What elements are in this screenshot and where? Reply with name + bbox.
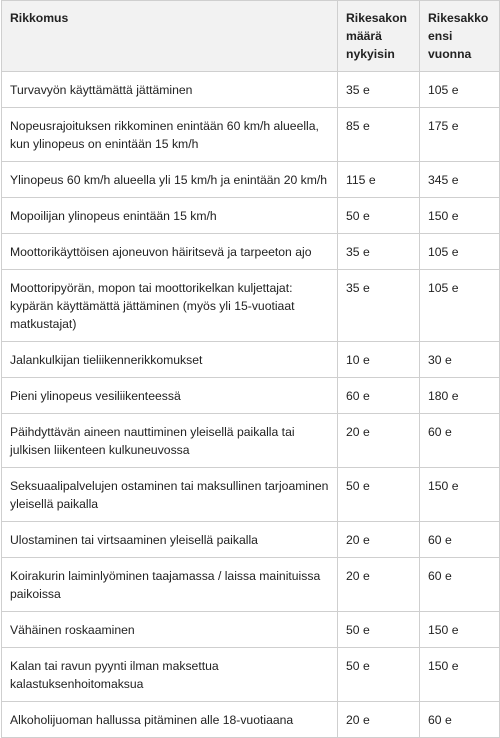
- offense-cell: Nopeusrajoituksen rikkominen enintään 60 km/h alueella, kun ylinopeus on enintään 15 km/h: [2, 108, 338, 162]
- table-row: [2, 72, 500, 108]
- offense-cell: Moottoripyörän, mopon tai moottorikelkan kuljettajat: kypärän käyttämättä jättäminen (myös yli 15-vuotiaat matkustajat): [2, 270, 338, 342]
- header-offense: Rikkomus: [2, 1, 338, 72]
- next-year-fine-cell: 150 e: [420, 612, 500, 648]
- table-row: [2, 414, 500, 468]
- offense-cell: Vähäinen roskaaminen: [2, 612, 338, 648]
- next-year-fine-cell: 60 e: [420, 702, 500, 738]
- table-row: [2, 162, 500, 198]
- next-year-fine-cell: 105 e: [420, 270, 500, 342]
- next-year-fine-cell: 150 e: [420, 648, 500, 702]
- current-fine-cell: 60 e: [338, 378, 420, 414]
- current-fine-cell: 20 e: [338, 702, 420, 738]
- table-row: [2, 234, 500, 270]
- offense-cell: Pieni ylinopeus vesiliikenteessä: [2, 378, 338, 414]
- offense-cell: Mopoilijan ylinopeus enintään 15 km/h: [2, 198, 338, 234]
- next-year-fine-cell: 180 e: [420, 378, 500, 414]
- table-body: [2, 72, 500, 738]
- next-year-fine-cell: 105 e: [420, 72, 500, 108]
- current-fine-cell: 50 e: [338, 612, 420, 648]
- table-row: [2, 270, 500, 342]
- next-year-fine-cell: 150 e: [420, 468, 500, 522]
- offense-cell: Seksuaalipalvelujen ostaminen tai maksullinen tarjoaminen yleisellä paikalla: [2, 468, 338, 522]
- current-fine-cell: 50 e: [338, 468, 420, 522]
- next-year-fine-cell: 150 e: [420, 198, 500, 234]
- offense-cell: Alkoholijuoman hallussa pitäminen alle 18-vuotiaana: [2, 702, 338, 738]
- table-row: [2, 702, 500, 738]
- current-fine-cell: 35 e: [338, 72, 420, 108]
- header-next-year-fine-text: Rikesakko ensi vuonna: [428, 11, 489, 61]
- current-fine-cell: 50 e: [338, 648, 420, 702]
- next-year-fine-cell: 60 e: [420, 558, 500, 612]
- header-current-fine: [338, 1, 420, 72]
- table-header: [2, 1, 500, 72]
- next-year-fine-cell: 60 e: [420, 522, 500, 558]
- offense-cell: Päihdyttävän aineen nauttiminen yleisellä paikalla tai julkisen liikenteen kulkuneuvossa: [2, 414, 338, 468]
- table-row: [2, 342, 500, 378]
- current-fine-cell: 115 e: [338, 162, 420, 198]
- next-year-fine-cell: 60 e: [420, 414, 500, 468]
- table-row: [2, 648, 500, 702]
- table-row: [2, 522, 500, 558]
- offense-cell: Ylinopeus 60 km/h alueella yli 15 km/h ja enintään 20 km/h: [2, 162, 338, 198]
- next-year-fine-cell: 30 e: [420, 342, 500, 378]
- header-current-fine-text: Rikesakon määrä nykyisin: [346, 11, 407, 61]
- current-fine-cell: 20 e: [338, 414, 420, 468]
- next-year-fine-cell: 105 e: [420, 234, 500, 270]
- offense-cell: Jalankulkijan tieliikennerikkomukset: [2, 342, 338, 378]
- table-row: [2, 198, 500, 234]
- table-row: [2, 468, 500, 522]
- table-row: [2, 108, 500, 162]
- table-row: [2, 558, 500, 612]
- offense-cell: Ulostaminen tai virtsaaminen yleisellä paikalla: [2, 522, 338, 558]
- offense-cell: Koirakurin laiminlyöminen taajamassa / laissa mainituissa paikoissa: [2, 558, 338, 612]
- current-fine-cell: 20 e: [338, 522, 420, 558]
- header-row: [2, 1, 500, 72]
- next-year-fine-cell: 345 e: [420, 162, 500, 198]
- fines-table: [1, 0, 500, 738]
- current-fine-cell: 10 e: [338, 342, 420, 378]
- header-next-year-fine: [420, 1, 500, 72]
- current-fine-cell: 85 e: [338, 108, 420, 162]
- offense-cell: Turvavyön käyttämättä jättäminen: [2, 72, 338, 108]
- next-year-fine-cell: 175 e: [420, 108, 500, 162]
- table-row: [2, 378, 500, 414]
- offense-cell: Kalan tai ravun pyynti ilman maksettua kalastuksenhoitomaksua: [2, 648, 338, 702]
- current-fine-cell: 20 e: [338, 558, 420, 612]
- table-row: [2, 612, 500, 648]
- current-fine-cell: 35 e: [338, 270, 420, 342]
- current-fine-cell: 50 e: [338, 198, 420, 234]
- current-fine-cell: 35 e: [338, 234, 420, 270]
- offense-cell: Moottorikäyttöisen ajoneuvon häiritsevä ja tarpeeton ajo: [2, 234, 338, 270]
